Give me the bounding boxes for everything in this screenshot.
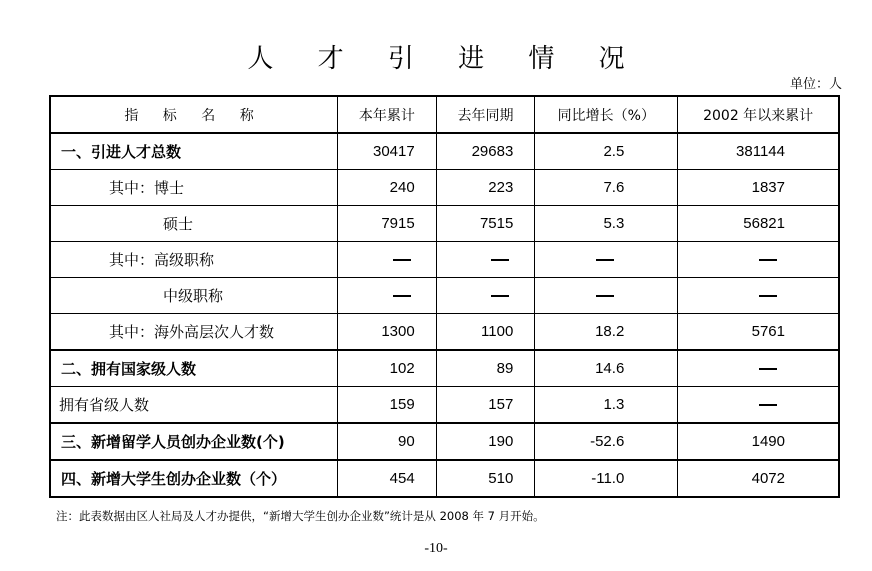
cell-since-2002: 381144 <box>678 133 839 170</box>
header-since-2002: 2002 年以来累计 <box>678 96 839 133</box>
cell-growth: 1.3 <box>535 387 678 424</box>
table-row <box>50 387 839 424</box>
cell-last-year: 223 <box>436 170 535 206</box>
table-row <box>50 133 839 170</box>
cell-this-year-empty <box>338 242 437 278</box>
cell-since-2002: 56821 <box>678 206 839 242</box>
dash-mark <box>491 259 509 261</box>
row-label: 其中：海外高层次人才数 <box>50 314 338 351</box>
cell-this-year: 159 <box>338 387 437 424</box>
table-row <box>50 170 839 206</box>
cell-growth-empty <box>535 278 678 314</box>
unit-label: 单位：人 <box>789 77 842 92</box>
row-label: 其中：高级职称 <box>50 242 338 278</box>
cell-last-year: 7515 <box>436 206 535 242</box>
dash-mark <box>759 259 777 261</box>
header-indicator-name: 指 标 名 称 <box>50 96 338 133</box>
dash-mark <box>596 259 614 261</box>
page-title: 人 才 引 进 情 况 <box>247 44 643 74</box>
row-label: 三、新增留学人员创办企业数(个) <box>50 423 338 460</box>
row-label: 中级职称 <box>50 278 338 314</box>
cell-since-2002: 1490 <box>678 423 839 460</box>
cell-growth: 5.3 <box>535 206 678 242</box>
cell-since-2002-empty <box>678 278 839 314</box>
table-row <box>50 242 839 278</box>
cell-this-year: 240 <box>338 170 437 206</box>
cell-growth-empty <box>535 242 678 278</box>
row-label: 其中：博士 <box>50 170 338 206</box>
cell-growth: 14.6 <box>535 350 678 387</box>
cell-this-year: 102 <box>338 350 437 387</box>
cell-this-year-empty <box>338 278 437 314</box>
dash-mark <box>759 368 777 370</box>
cell-growth: 7.6 <box>535 170 678 206</box>
cell-growth: 18.2 <box>535 314 678 351</box>
table-row <box>50 423 839 460</box>
dash-mark <box>759 404 777 406</box>
talent-table <box>49 95 840 498</box>
cell-last-year: 29683 <box>436 133 535 170</box>
cell-this-year: 7915 <box>338 206 437 242</box>
cell-last-year: 190 <box>436 423 535 460</box>
cell-since-2002: 1837 <box>678 170 839 206</box>
cell-since-2002: 5761 <box>678 314 839 351</box>
header-last-year: 去年同期 <box>436 96 535 133</box>
cell-this-year: 454 <box>338 460 437 497</box>
cell-last-year: 510 <box>436 460 535 497</box>
cell-last-year: 89 <box>436 350 535 387</box>
dash-mark <box>759 295 777 297</box>
table-row <box>50 206 839 242</box>
cell-growth: 2.5 <box>535 133 678 170</box>
cell-since-2002: 4072 <box>678 460 839 497</box>
table-row <box>50 350 839 387</box>
page-number: -10- <box>424 541 448 556</box>
footnote: 注：此表数据由区人社局及人才办提供，“新增大学生创办企业数”统计是从 2008 年 7 月开始。 <box>56 509 545 523</box>
cell-last-year-empty <box>436 278 535 314</box>
table-row <box>50 460 839 497</box>
cell-last-year: 157 <box>436 387 535 424</box>
table-header-row <box>50 96 839 133</box>
row-label: 四、新增大学生创办企业数（个） <box>50 460 338 497</box>
cell-since-2002-empty <box>678 387 839 424</box>
cell-this-year: 90 <box>338 423 437 460</box>
row-label: 二、拥有国家级人数 <box>50 350 338 387</box>
cell-growth: -11.0 <box>535 460 678 497</box>
dash-mark <box>491 295 509 297</box>
cell-last-year-empty <box>436 242 535 278</box>
dash-mark <box>393 295 411 297</box>
dash-mark <box>596 295 614 297</box>
cell-last-year: 1100 <box>436 314 535 351</box>
table-row <box>50 314 839 351</box>
header-growth: 同比增长（%） <box>535 96 678 133</box>
table-row <box>50 278 839 314</box>
cell-this-year: 30417 <box>338 133 437 170</box>
row-label: 拥有省级人数 <box>50 387 338 424</box>
cell-growth: -52.6 <box>535 423 678 460</box>
cell-since-2002-empty <box>678 242 839 278</box>
header-this-year: 本年累计 <box>338 96 437 133</box>
cell-this-year: 1300 <box>338 314 437 351</box>
row-label: 硕士 <box>50 206 338 242</box>
cell-since-2002-empty <box>678 350 839 387</box>
row-label: 一、引进人才总数 <box>50 133 338 170</box>
dash-mark <box>393 259 411 261</box>
